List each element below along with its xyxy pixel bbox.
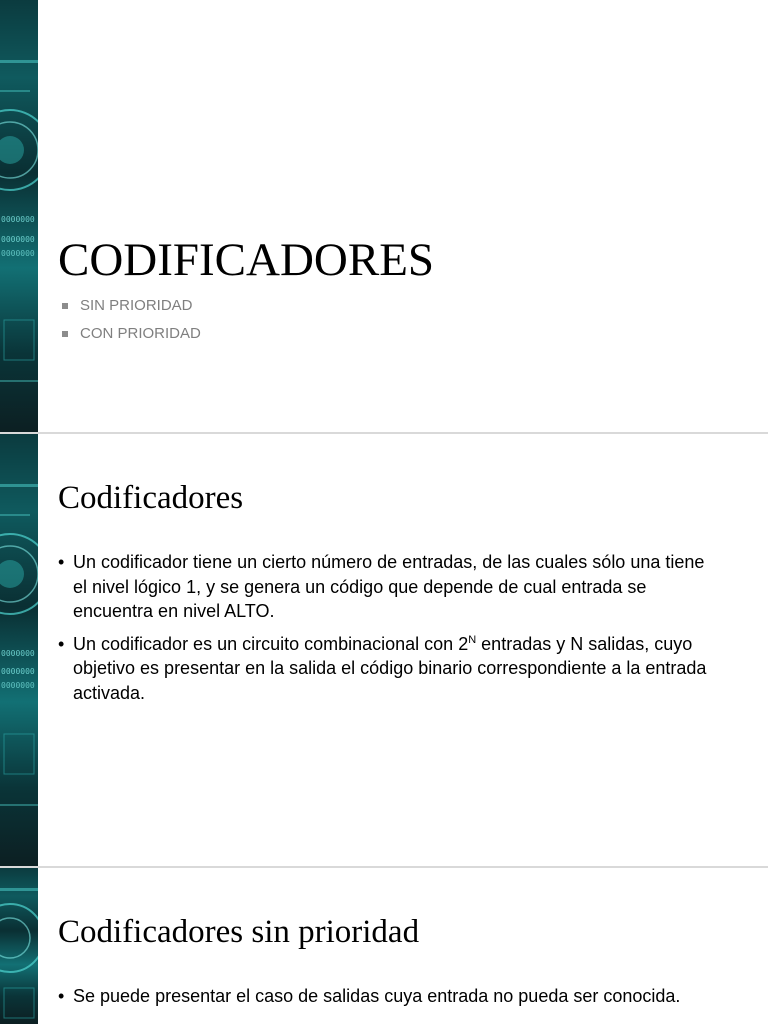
slide-3 bbox=[0, 868, 768, 1024]
list-item bbox=[62, 320, 201, 348]
tech-decor-strip bbox=[0, 868, 38, 1024]
square-bullet-icon bbox=[62, 331, 68, 337]
strip-binary-1: 0000000 bbox=[1, 215, 35, 224]
list-item bbox=[62, 292, 201, 320]
slide-3-bullet-list bbox=[58, 984, 718, 1017]
bullet-text: Se puede presentar el caso de salidas cuya entrada no pueda ser conocida. bbox=[73, 986, 681, 1006]
slide-3-title: Codificadores sin prioridad bbox=[58, 914, 420, 950]
strip-binary-2: 0000000 bbox=[1, 235, 35, 244]
slide-2-bullet-list bbox=[58, 550, 718, 713]
bullet-text: SIN PRIORIDAD bbox=[80, 297, 193, 314]
circuit-decor-icon bbox=[0, 0, 38, 432]
bullet-text: Un codificador tiene un cierto número de entradas, de las cuales sólo una tiene el nivel lógico 1, y se genera un código que depende de cual entrada se encuentra en nivel ALTO. bbox=[73, 552, 705, 621]
list-item bbox=[58, 984, 718, 1009]
list-item bbox=[58, 550, 718, 624]
slide-2-title: Codificadores bbox=[58, 480, 244, 516]
strip-binary-1: 0000000 bbox=[1, 649, 35, 658]
square-bullet-icon bbox=[62, 303, 68, 309]
slide-1 bbox=[0, 0, 768, 432]
bullet-dot-icon: • bbox=[58, 552, 65, 572]
tech-decor-strip bbox=[0, 434, 38, 866]
tech-decor-strip bbox=[0, 0, 38, 432]
bullet-dot-icon: • bbox=[58, 986, 65, 1006]
superscript-n: N bbox=[468, 633, 477, 646]
bullet-dot-icon: • bbox=[58, 633, 65, 654]
strip-binary-3: 0000000 bbox=[1, 249, 35, 258]
slide-2 bbox=[0, 434, 768, 866]
bullet-text-end: entradas y N salidas, cuyo objetivo es presentar en la salida el código binario correspondiente a la entrada activada. bbox=[73, 633, 707, 703]
bullet-text: CON PRIORIDAD bbox=[80, 325, 201, 342]
bullet-text-start: Un codificador es un circuito combinacional con 2 bbox=[73, 633, 469, 654]
circuit-decor-icon bbox=[0, 868, 38, 1024]
slide-1-bullet-list bbox=[62, 292, 201, 348]
circuit-decor-icon bbox=[0, 434, 38, 866]
strip-binary-3: 0000000 bbox=[1, 681, 35, 690]
strip-binary-2: 0000000 bbox=[1, 667, 35, 676]
list-item bbox=[58, 632, 718, 706]
slide-1-title: CODIFICADORES bbox=[58, 234, 435, 286]
